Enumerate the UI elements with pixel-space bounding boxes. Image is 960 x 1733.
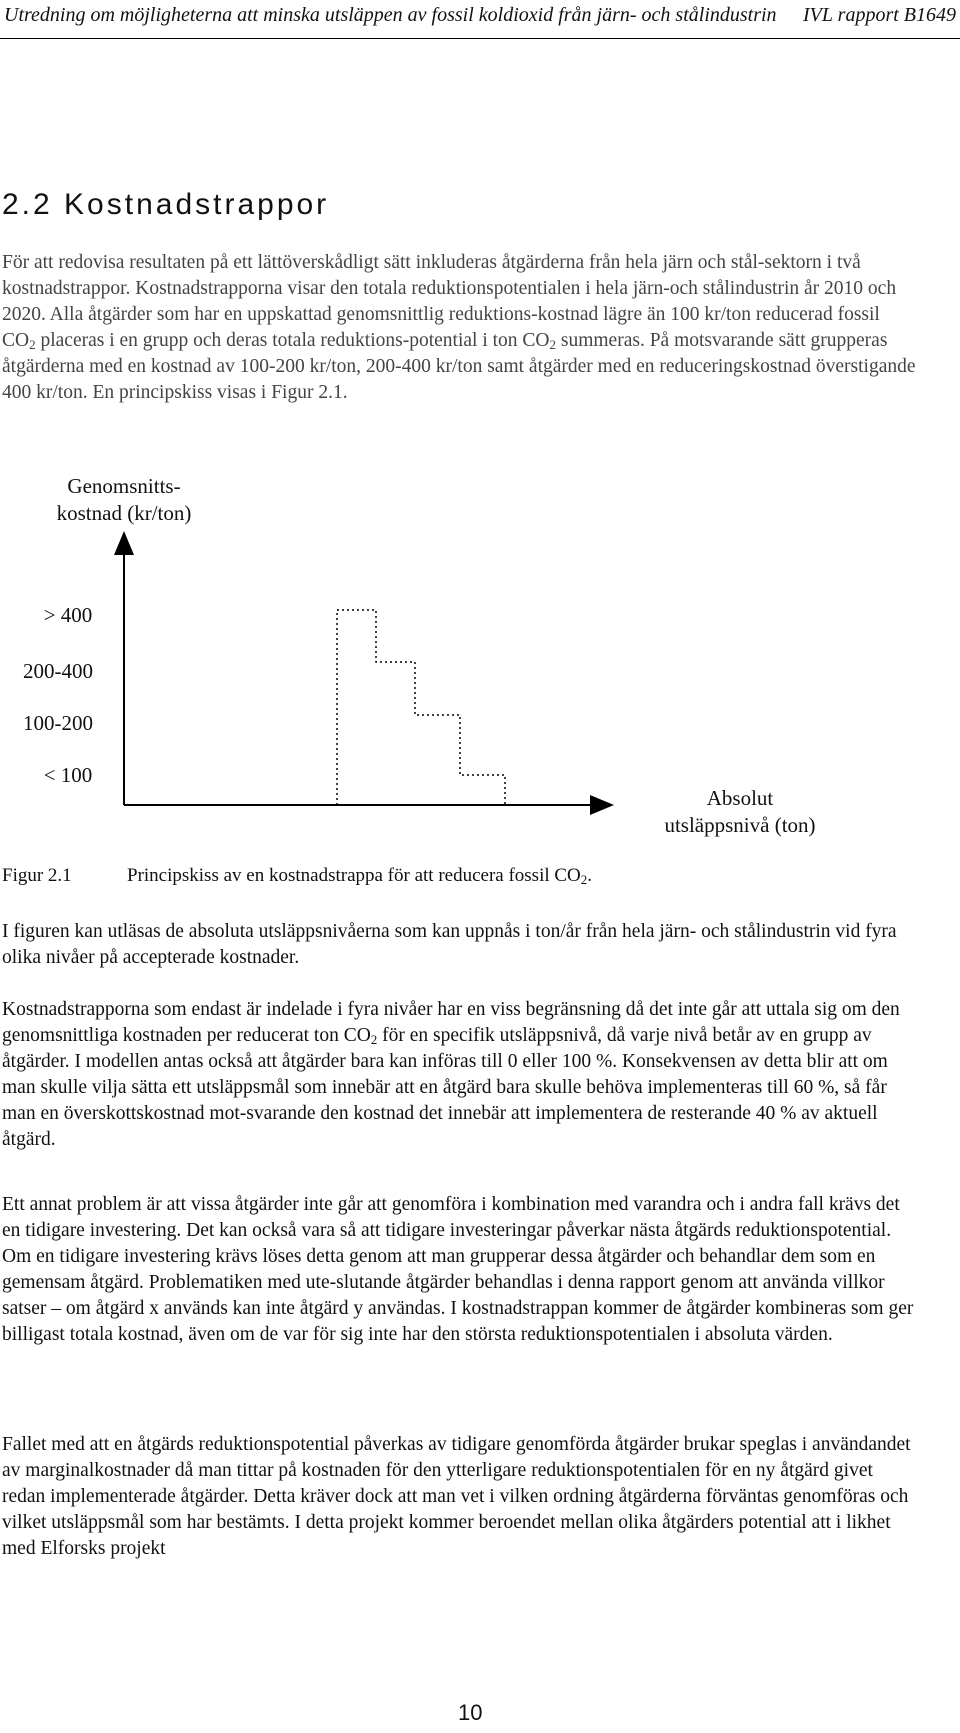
staircase-outline (337, 610, 505, 805)
y-axis-arrowhead (114, 531, 134, 555)
intro-text-c: summeras. På motsvarande sätt grupperas åtgärderna med en kostnad av 100-200 kr/ton, 200-400 kr/ton samt åtgärder med en reduceringskostnad överstigande 400 kr/ton. En principskiss visas i Figur 2.1. (2, 330, 916, 403)
header-report-title: Utredning om möjligheterna att minska utsläppen av fossil koldioxid från järn- och stålindustrin (4, 4, 777, 26)
level-label-under-100: < 100 (43, 763, 93, 787)
level-label-100-200: 100-200 (23, 711, 93, 735)
caption-text: Principskiss av en kostnadstrappa för att reducera fossil CO (127, 865, 581, 886)
page-number: 10 (458, 1700, 483, 1725)
y-axis-label-line2: kostnad (kr/ton) (56, 501, 192, 525)
caption-sub: 2 (580, 872, 588, 887)
paragraph-2 (2, 997, 918, 1153)
caption-end: . (587, 865, 593, 886)
intro-paragraph (2, 250, 918, 406)
paragraph-2-text-a: Kostnadstrapporna som endast är indelade i fyra nivåer har en viss begränsning då det inte går att uttala sig om den genomsnittliga kostnaden per reducerat ton CO (2, 999, 900, 1046)
level-label-over-400: > 400 (43, 603, 93, 627)
page-header (0, 0, 960, 44)
section-title: 2.2 Kostnadstrappor (2, 188, 330, 221)
cost-staircase-diagram (0, 475, 960, 865)
intro-sub-1: 2 (29, 337, 36, 352)
paragraph-2-sub: 2 (370, 1032, 378, 1047)
intro-text-b: placeras i en grupp och deras totala reduktions-potential i ton CO (35, 330, 550, 351)
caption-label: Figur 2.1 (2, 865, 72, 886)
paragraph-1: I figuren kan utläsas de absoluta utsläppsnivåerna som kan uppnås i ton/år från hela järn- och stålindustrin vid fyra olika nivåer på accepterade kostnader. (2, 921, 897, 968)
y-axis-label-line1: Genomsnitts- (67, 475, 181, 498)
intro-text-a: För att redovisa resultaten på ett lättöverskådligt sätt inkluderas åtgärderna från hela järn och stål-sektorn i två kostnadstrappor. Kostnadstrapporna visar den totala reduktionspotentialen i hela järn-och stålindustrin år 2010 och 2020. Alla åtgärder som har en uppskattad genomsnittlig reduktions-kostnad lägre än 100 kr/ton reducerad fossil CO (2, 252, 897, 351)
caption-text-wrap (127, 865, 592, 887)
x-axis-label-line1: Absolut (706, 786, 774, 810)
x-axis-arrowhead (590, 795, 614, 815)
level-label-200-400: 200-400 (23, 659, 93, 683)
paragraph-3: Ett annat problem är att vissa åtgärder inte går att genomföra i kombination med varandra och i andra fall krävs det en tidigare investering. Det kan också vara så att tidigare investeringar påverkar nästa åtgärds reduktionspotential. Om en tidigare investering krävs löses detta genom att man grupperar dessa åtgärder och behandlar dem som en gemensam åtgärd. Problematiken med ute-slutande åtgärder behandlas i denna rapport genom att använda villkor satser – om åtgärd x används kan inte åtgärd y användas. I kostnadstrappan kommer de åtgärder kombineras som ger billigast totala kostnad, även om de var för sig inte har den största reduktionspotentialen i absoluta värden. (2, 1194, 914, 1345)
x-axis-label-line2: utsläppsnivå (ton) (664, 813, 816, 837)
paragraph-2-text-b: för en specifik utsläppsnivå, då varje nivå betår av en grupp av åtgärder. I modellen antas också att åtgärder bara kan införas till 0 eller 100 %. Konsekvensen av detta blir att om man skulle vilja sätta ett utsläppsmål som innebär att en åtgärd bara skulle behöva implementeras till 60 %, så får man en överskottskostnad mot-svarande den kostnad det innebär att implementera de resterande 40 % av aktuell åtgärd. (2, 1025, 888, 1150)
header-rule (0, 38, 960, 39)
intro-sub-2: 2 (549, 337, 556, 352)
paragraph-4: Fallet med att en åtgärds reduktionspotential påverkas av tidigare genomförda åtgärder brukar speglas i användandet av marginalkostnader då man tittar på kostnaden för den ytterligare reduktionspotentialen för en ny åtgärd givet redan implementerade åtgärder. Detta kräver dock att man vet i vilken ordning åtgärderna förväntas genomföras och vilket utsläppsmål som har bestämts. I detta projekt kommer beroendet mellan olika åtgärders potential att i likhet med Elforsks projekt (2, 1434, 911, 1559)
header-report-number: IVL rapport B1649 (803, 4, 956, 26)
cost-staircase-figure (0, 475, 960, 895)
